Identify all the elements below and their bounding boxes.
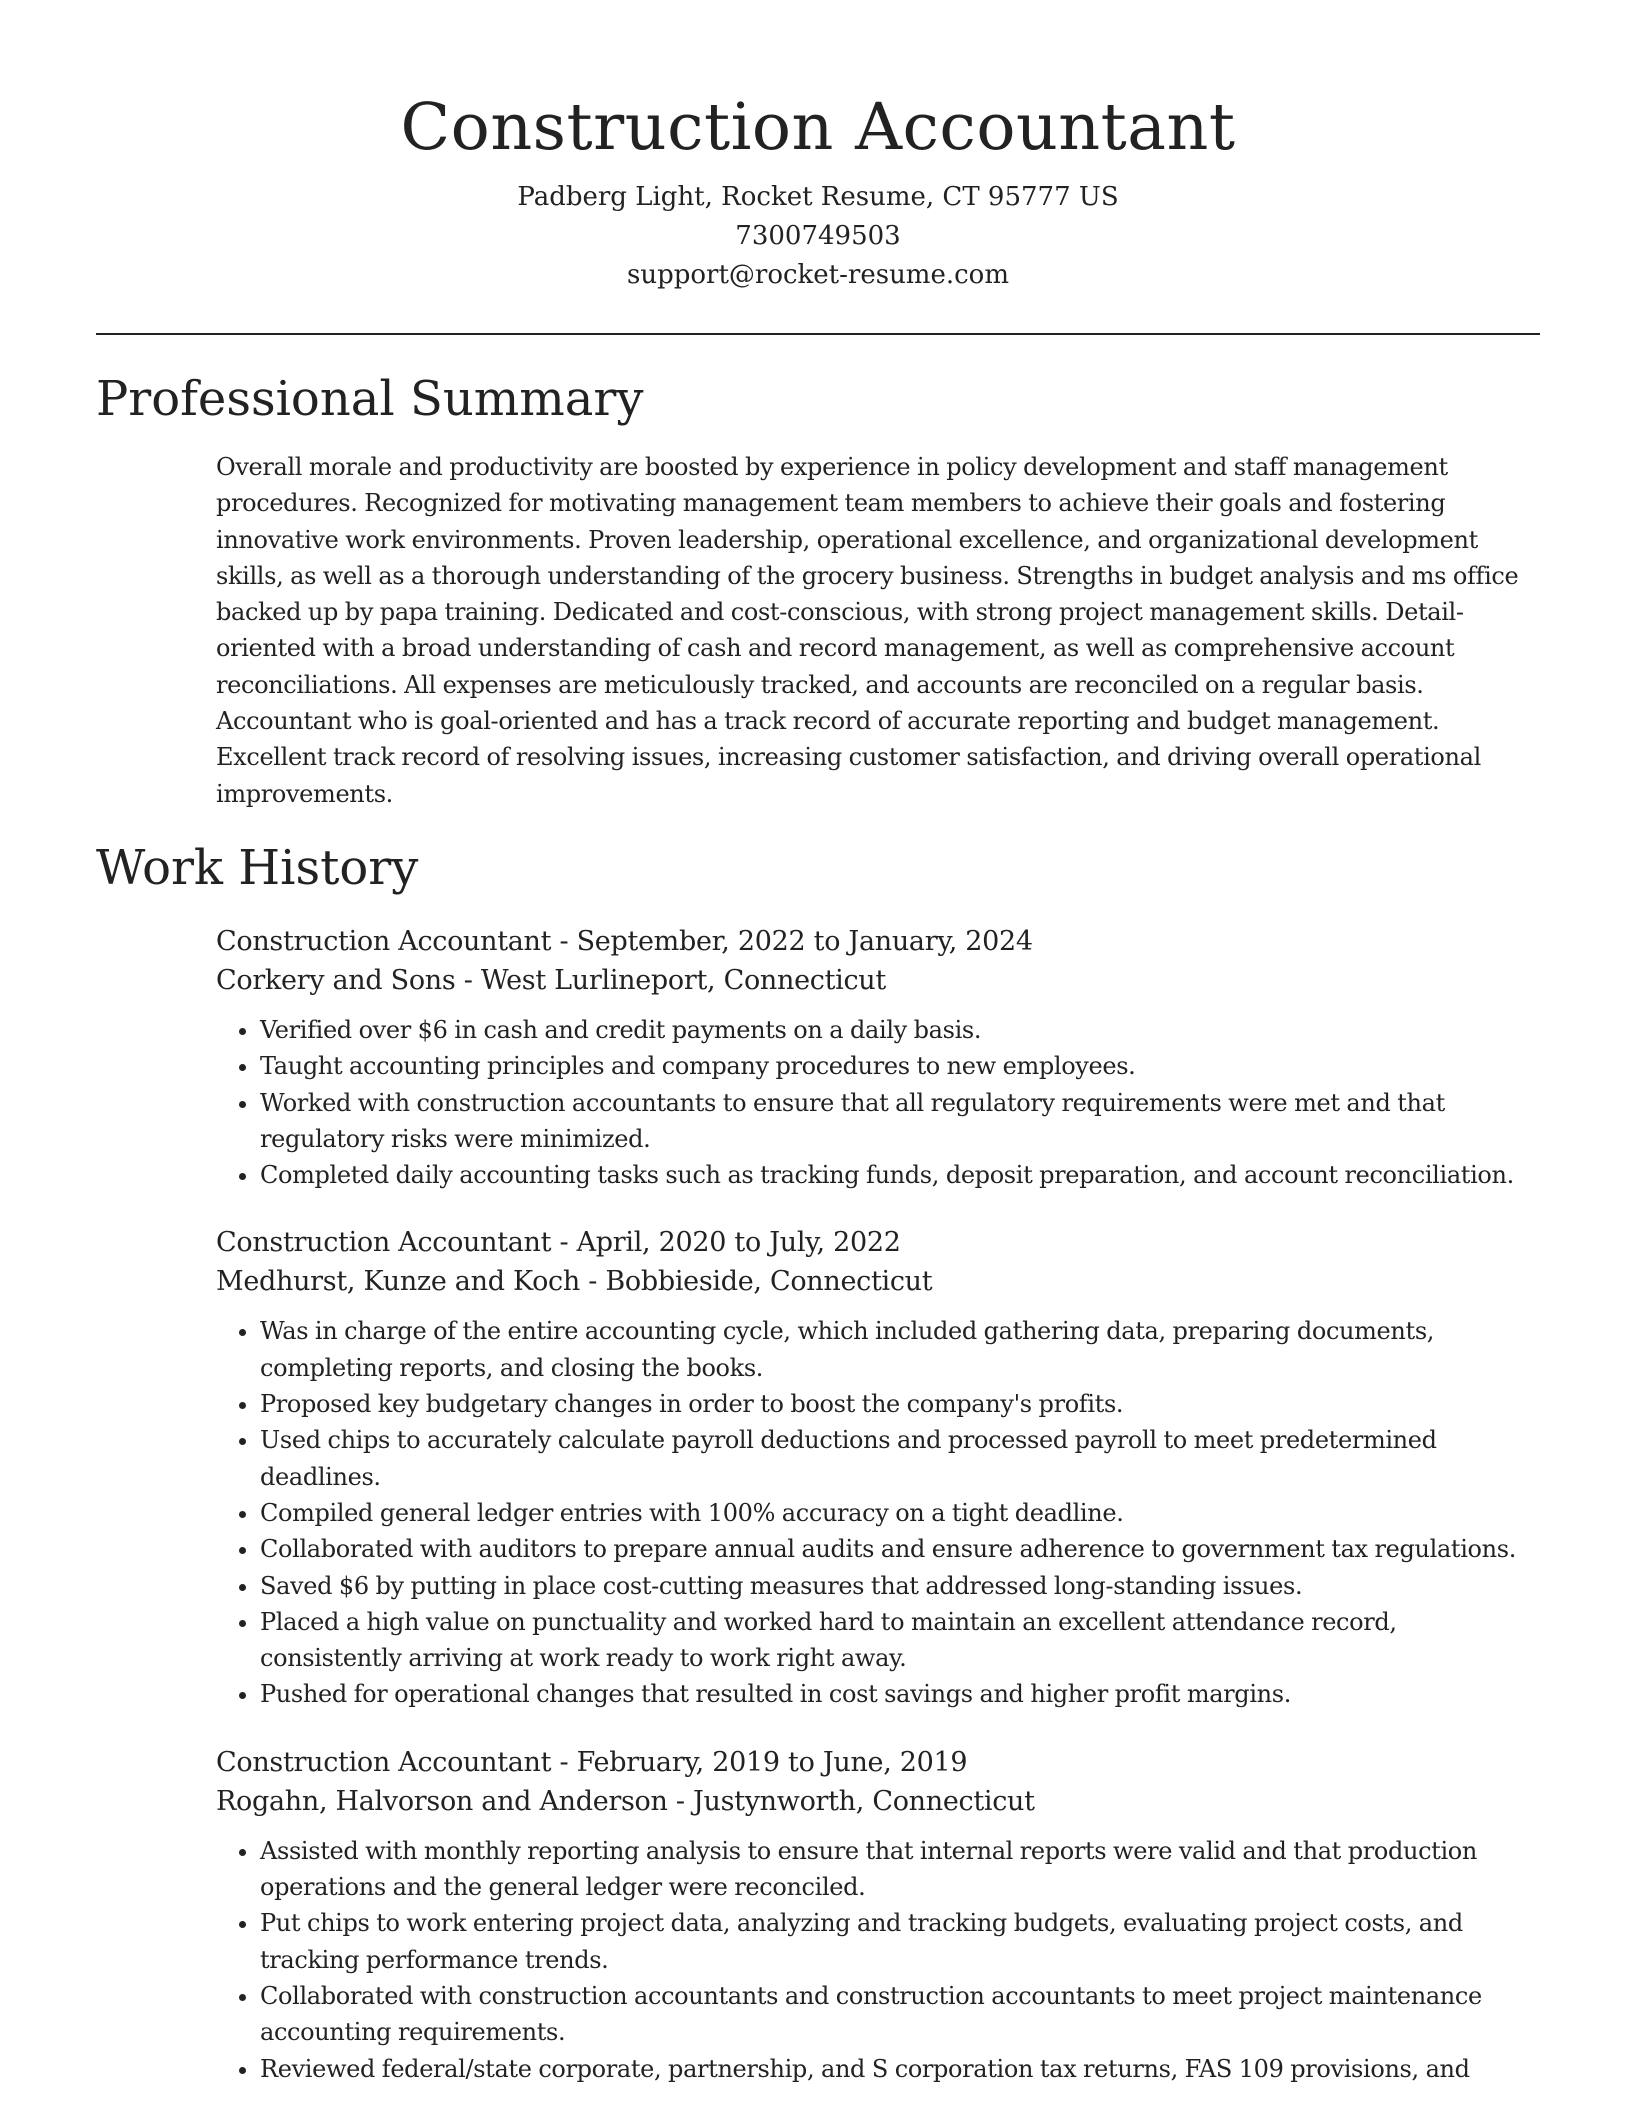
job-bullet: • Taught accounting principles and company procedures to new employees.	[260, 1048, 1540, 1084]
job-bullet: • Was in charge of the entire accounting cycle, which included gathering data, preparing documents, completing reports, and closing the books.	[260, 1313, 1540, 1386]
resume-page	[96, 0, 1540, 2087]
job-title-line: Construction Accountant - September, 2022 to January, 2024	[216, 925, 1033, 957]
job-bullet: • Verified over $6 in cash and credit payments on a daily basis.	[260, 1012, 1540, 1048]
job-title: Construction Accountant	[216, 925, 552, 957]
header-divider	[96, 333, 1540, 335]
contact-address: Padberg Light, Rocket Resume, CT 95777 US	[517, 182, 1119, 212]
job-bullet: • Compiled general ledger entries with 100% accuracy on a tight deadline.	[260, 1495, 1540, 1531]
job-entry	[216, 1223, 1540, 1712]
job-location: Bobbieside, Connecticut	[605, 1266, 933, 1298]
job-entry	[216, 1743, 1540, 2087]
job-bullet: • Collaborated with construction accountants and construction accountants to meet project maintenance accounting requirements.	[260, 1978, 1540, 2051]
job-bullets	[216, 1012, 1540, 1193]
resume-title: Construction Accountant	[400, 90, 1236, 165]
job-dates: September, 2022 to January, 2024	[576, 925, 1033, 957]
job-dates: April, 2020 to July, 2022	[576, 1227, 901, 1259]
contact-email: support@rocket-resume.com	[626, 260, 1009, 290]
job-company: Medhurst, Kunze and Koch	[216, 1266, 580, 1298]
job-dates: February, 2019 to June, 2019	[576, 1746, 968, 1778]
job-bullet: • Completed daily accounting tasks such as tracking funds, deposit preparation, and account reconciliation.	[260, 1157, 1540, 1193]
job-bullet: • Assisted with monthly reporting analysis to ensure that internal reports were valid and that production operations and the general ledger were reconciled.	[260, 1833, 1540, 1906]
job-company-line: Rogahn, Halvorson and Anderson - Justynworth, Connecticut	[216, 1785, 1035, 1817]
job-bullet: • Collaborated with auditors to prepare annual audits and ensure adherence to government tax regulations.	[260, 1531, 1540, 1567]
job-bullet: • Worked with construction accountants to ensure that all regulatory requirements were met and that regulatory risks were minimized.	[260, 1085, 1540, 1158]
job-company: Rogahn, Halvorson and Anderson	[216, 1785, 668, 1817]
job-title: Construction Accountant	[216, 1227, 552, 1259]
job-bullet: • Saved $6 by putting in place cost-cutting measures that addressed long-standing issues.	[260, 1568, 1540, 1604]
job-location: West Lurlineport, Connecticut	[480, 964, 886, 996]
job-bullet: • Placed a high value on punctuality and worked hard to maintain an excellent attendance record, consistently arriving at work ready to work right away.	[260, 1604, 1540, 1677]
job-bullet: • Used chips to accurately calculate payroll deductions and processed payroll to meet predetermined deadlines.	[260, 1422, 1540, 1495]
job-company-line: Medhurst, Kunze and Koch - Bobbieside, Connecticut	[216, 1266, 933, 1298]
job-title-line: Construction Accountant - April, 2020 to July, 2022	[216, 1227, 901, 1259]
job-entry	[216, 922, 1540, 1193]
job-bullets	[216, 1313, 1540, 1712]
contact-block	[96, 178, 1540, 295]
job-location: Justynworth, Connecticut	[693, 1785, 1035, 1817]
summary-heading: Professional Summary	[96, 371, 644, 427]
job-company: Corkery and Sons	[216, 964, 456, 996]
work-history-heading: Work History	[96, 839, 419, 896]
summary-text: Overall morale and productivity are boosted by experience in policy development and staff management procedures. Recognized for motivating management team members to achieve their goals and fostering innovative work environments. Proven leadership, operational excellence, and organizational development skills, as well as a thorough understanding of the grocery business. Strengths in budget analysis and ms office backed up by papa training. Dedicated and cost-conscious, with strong project management skills. Detail-oriented with a broad understanding of cash and record management, as well as comprehensive account reconciliations. All expenses are meticulously tracked, and accounts are reconciled on a regular basis. Accountant who is goal-oriented and has a track record of accurate reporting and budget management. Excellent track record of resolving issues, increasing customer satisfaction, and driving overall operational improvements.	[216, 453, 1519, 808]
contact-phone: 7300749503	[735, 221, 901, 251]
job-bullets	[216, 1833, 1540, 2087]
job-company-line: Corkery and Sons - West Lurlineport, Connecticut	[216, 964, 886, 996]
job-title-line: Construction Accountant - February, 2019 to June, 2019	[216, 1746, 968, 1778]
job-bullet: • Put chips to work entering project data, analyzing and tracking budgets, evaluating project costs, and tracking performance trends.	[260, 1905, 1540, 1978]
job-bullet: • Proposed key budgetary changes in order to boost the company's profits.	[260, 1386, 1540, 1422]
job-bullet: • Reviewed federal/state corporate, partnership, and S corporation tax returns, FAS 109 provisions, and	[260, 2051, 1540, 2087]
job-title: Construction Accountant	[216, 1746, 552, 1778]
job-bullet: • Pushed for operational changes that resulted in cost savings and higher profit margins.	[260, 1676, 1540, 1712]
